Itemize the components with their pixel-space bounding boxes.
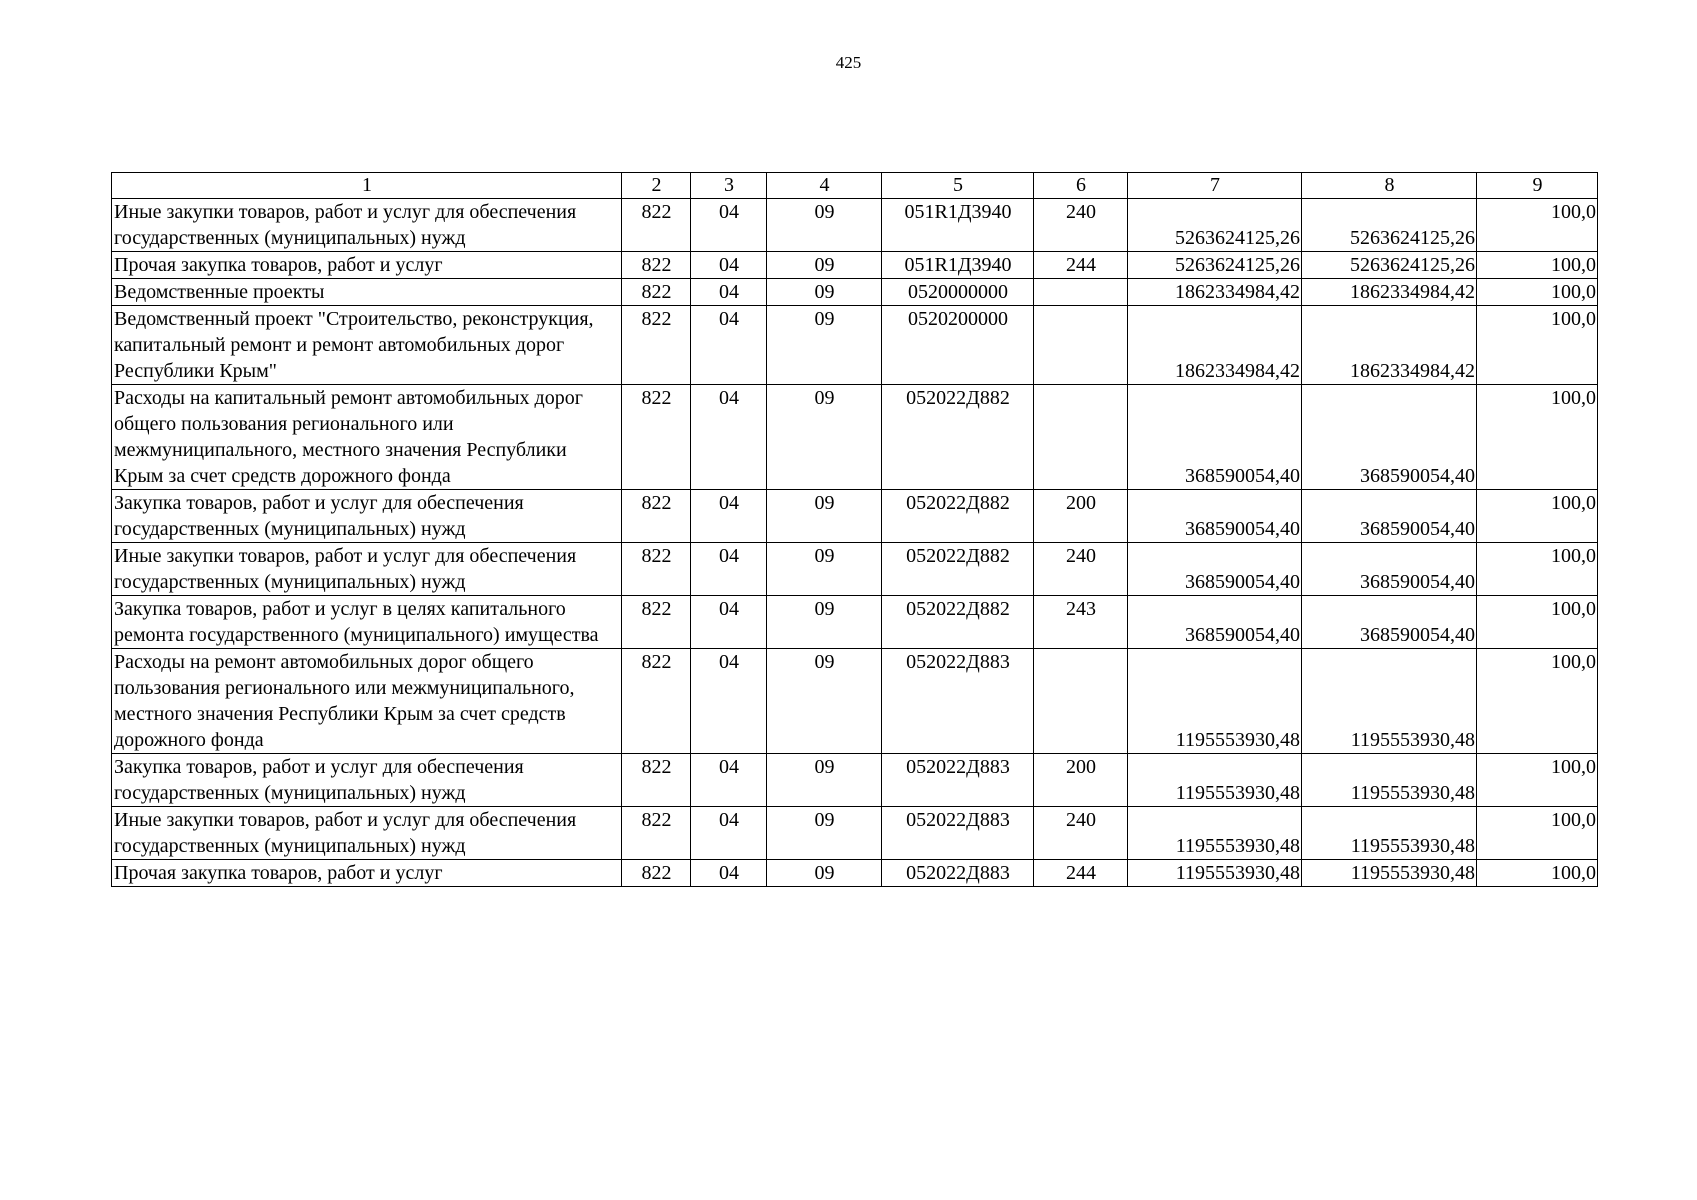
cell-expense-type: 240 xyxy=(1034,199,1128,252)
table-row xyxy=(112,596,1598,649)
header-cell-5: 5 xyxy=(882,173,1034,199)
cell-expense-type xyxy=(1034,306,1128,385)
cell-amount-executed: 1195553930,48 xyxy=(1302,860,1477,887)
cell-subsection: 09 xyxy=(767,490,882,543)
cell-grbs: 822 xyxy=(622,199,691,252)
header-cell-7: 7 xyxy=(1128,173,1302,199)
cell-percent: 100,0 xyxy=(1477,199,1598,252)
page-number: 425 xyxy=(835,53,862,72)
cell-amount-planned: 1195553930,48 xyxy=(1128,649,1302,754)
cell-target-article: 052022Д883 xyxy=(882,649,1034,754)
cell-amount-planned: 1195553930,48 xyxy=(1128,807,1302,860)
cell-name: Иные закупки товаров, работ и услуг для обеспечения государственных (муниципальных) нужд xyxy=(112,807,622,860)
table-row xyxy=(112,807,1598,860)
cell-subsection: 09 xyxy=(767,596,882,649)
cell-percent: 100,0 xyxy=(1477,807,1598,860)
header-cell-9: 9 xyxy=(1477,173,1598,199)
cell-amount-planned: 368590054,40 xyxy=(1128,543,1302,596)
cell-name: Иные закупки товаров, работ и услуг для обеспечения государственных (муниципальных) нужд xyxy=(112,199,622,252)
cell-grbs: 822 xyxy=(622,649,691,754)
cell-amount-executed: 368590054,40 xyxy=(1302,596,1477,649)
cell-amount-executed: 1195553930,48 xyxy=(1302,754,1477,807)
cell-name: Закупка товаров, работ и услуг для обеспечения государственных (муниципальных) нужд xyxy=(112,490,622,543)
header-cell-4: 4 xyxy=(767,173,882,199)
cell-section: 04 xyxy=(691,807,767,860)
cell-grbs: 822 xyxy=(622,490,691,543)
cell-name: Прочая закупка товаров, работ и услуг xyxy=(112,252,622,279)
cell-percent: 100,0 xyxy=(1477,306,1598,385)
cell-subsection: 09 xyxy=(767,252,882,279)
cell-amount-planned: 1195553930,48 xyxy=(1128,754,1302,807)
cell-percent: 100,0 xyxy=(1477,649,1598,754)
cell-amount-planned: 5263624125,26 xyxy=(1128,199,1302,252)
cell-expense-type: 240 xyxy=(1034,807,1128,860)
cell-expense-type: 200 xyxy=(1034,490,1128,543)
cell-grbs: 822 xyxy=(622,385,691,490)
cell-expense-type xyxy=(1034,385,1128,490)
cell-subsection: 09 xyxy=(767,279,882,306)
cell-section: 04 xyxy=(691,860,767,887)
cell-amount-executed: 1862334984,42 xyxy=(1302,306,1477,385)
cell-target-article: 052022Д882 xyxy=(882,490,1034,543)
table-row xyxy=(112,649,1598,754)
cell-amount-executed: 5263624125,26 xyxy=(1302,199,1477,252)
header-cell-1: 1 xyxy=(112,173,622,199)
cell-amount-planned: 1862334984,42 xyxy=(1128,306,1302,385)
header-cell-3: 3 xyxy=(691,173,767,199)
table-body xyxy=(112,173,1598,887)
cell-section: 04 xyxy=(691,279,767,306)
cell-section: 04 xyxy=(691,199,767,252)
table-row xyxy=(112,543,1598,596)
cell-percent: 100,0 xyxy=(1477,543,1598,596)
table-row xyxy=(112,279,1598,306)
cell-amount-planned: 368590054,40 xyxy=(1128,596,1302,649)
cell-target-article: 052022Д883 xyxy=(882,860,1034,887)
cell-amount-planned: 368590054,40 xyxy=(1128,385,1302,490)
table-row xyxy=(112,860,1598,887)
cell-expense-type: 200 xyxy=(1034,754,1128,807)
cell-grbs: 822 xyxy=(622,279,691,306)
cell-amount-executed: 5263624125,26 xyxy=(1302,252,1477,279)
cell-amount-executed: 1862334984,42 xyxy=(1302,279,1477,306)
cell-section: 04 xyxy=(691,252,767,279)
cell-expense-type xyxy=(1034,279,1128,306)
cell-subsection: 09 xyxy=(767,385,882,490)
cell-target-article: 0520000000 xyxy=(882,279,1034,306)
cell-name: Ведомственные проекты xyxy=(112,279,622,306)
cell-expense-type xyxy=(1034,649,1128,754)
cell-subsection: 09 xyxy=(767,860,882,887)
cell-target-article: 052022Д883 xyxy=(882,754,1034,807)
cell-grbs: 822 xyxy=(622,252,691,279)
cell-subsection: 09 xyxy=(767,807,882,860)
table-row xyxy=(112,754,1598,807)
cell-target-article: 052022Д882 xyxy=(882,596,1034,649)
cell-grbs: 822 xyxy=(622,807,691,860)
cell-amount-planned: 368590054,40 xyxy=(1128,490,1302,543)
cell-name: Расходы на капитальный ремонт автомобильных дорог общего пользования регионального или межмуниципального, местного значения Республики Крым за счет средств дорожного фонда xyxy=(112,385,622,490)
cell-subsection: 09 xyxy=(767,306,882,385)
cell-percent: 100,0 xyxy=(1477,490,1598,543)
cell-name: Расходы на ремонт автомобильных дорог общего пользования регионального или межмуниципального, местного значения Республики Крым за счет средств дорожного фонда xyxy=(112,649,622,754)
cell-amount-executed: 368590054,40 xyxy=(1302,490,1477,543)
cell-target-article: 052022Д882 xyxy=(882,543,1034,596)
table-header-row xyxy=(112,173,1598,199)
table-row xyxy=(112,490,1598,543)
header-cell-2: 2 xyxy=(622,173,691,199)
cell-target-article: 052022Д882 xyxy=(882,385,1034,490)
header-cell-6: 6 xyxy=(1034,173,1128,199)
cell-expense-type: 240 xyxy=(1034,543,1128,596)
cell-expense-type: 244 xyxy=(1034,860,1128,887)
cell-amount-executed: 1195553930,48 xyxy=(1302,807,1477,860)
cell-section: 04 xyxy=(691,596,767,649)
cell-subsection: 09 xyxy=(767,199,882,252)
budget-table xyxy=(111,172,1598,887)
cell-percent: 100,0 xyxy=(1477,385,1598,490)
cell-percent: 100,0 xyxy=(1477,860,1598,887)
cell-subsection: 09 xyxy=(767,754,882,807)
cell-grbs: 822 xyxy=(622,754,691,807)
cell-section: 04 xyxy=(691,543,767,596)
cell-amount-planned: 1195553930,48 xyxy=(1128,860,1302,887)
cell-amount-planned: 5263624125,26 xyxy=(1128,252,1302,279)
cell-section: 04 xyxy=(691,490,767,543)
cell-percent: 100,0 xyxy=(1477,754,1598,807)
cell-name: Прочая закупка товаров, работ и услуг xyxy=(112,860,622,887)
cell-name: Ведомственный проект "Строительство, реконструкция, капитальный ремонт и ремонт автомобильных дорог Республики Крым" xyxy=(112,306,622,385)
cell-percent: 100,0 xyxy=(1477,279,1598,306)
cell-section: 04 xyxy=(691,649,767,754)
table-row xyxy=(112,306,1598,385)
cell-target-article: 051R1Д3940 xyxy=(882,252,1034,279)
cell-target-article: 051R1Д3940 xyxy=(882,199,1034,252)
cell-name: Закупка товаров, работ и услуг для обеспечения государственных (муниципальных) нужд xyxy=(112,754,622,807)
cell-name: Закупка товаров, работ и услуг в целях капитального ремонта государственного (муниципального) имущества xyxy=(112,596,622,649)
cell-amount-executed: 368590054,40 xyxy=(1302,543,1477,596)
table-row xyxy=(112,199,1598,252)
cell-percent: 100,0 xyxy=(1477,252,1598,279)
cell-grbs: 822 xyxy=(622,306,691,385)
cell-expense-type: 244 xyxy=(1034,252,1128,279)
table-row xyxy=(112,385,1598,490)
cell-subsection: 09 xyxy=(767,543,882,596)
cell-section: 04 xyxy=(691,754,767,807)
header-cell-8: 8 xyxy=(1302,173,1477,199)
cell-section: 04 xyxy=(691,385,767,490)
cell-amount-planned: 1862334984,42 xyxy=(1128,279,1302,306)
cell-section: 04 xyxy=(691,306,767,385)
cell-grbs: 822 xyxy=(622,860,691,887)
cell-amount-executed: 368590054,40 xyxy=(1302,385,1477,490)
cell-target-article: 0520200000 xyxy=(882,306,1034,385)
cell-grbs: 822 xyxy=(622,543,691,596)
table-row xyxy=(112,252,1598,279)
cell-percent: 100,0 xyxy=(1477,596,1598,649)
cell-subsection: 09 xyxy=(767,649,882,754)
cell-expense-type: 243 xyxy=(1034,596,1128,649)
cell-target-article: 052022Д883 xyxy=(882,807,1034,860)
cell-amount-executed: 1195553930,48 xyxy=(1302,649,1477,754)
cell-name: Иные закупки товаров, работ и услуг для обеспечения государственных (муниципальных) нужд xyxy=(112,543,622,596)
cell-grbs: 822 xyxy=(622,596,691,649)
